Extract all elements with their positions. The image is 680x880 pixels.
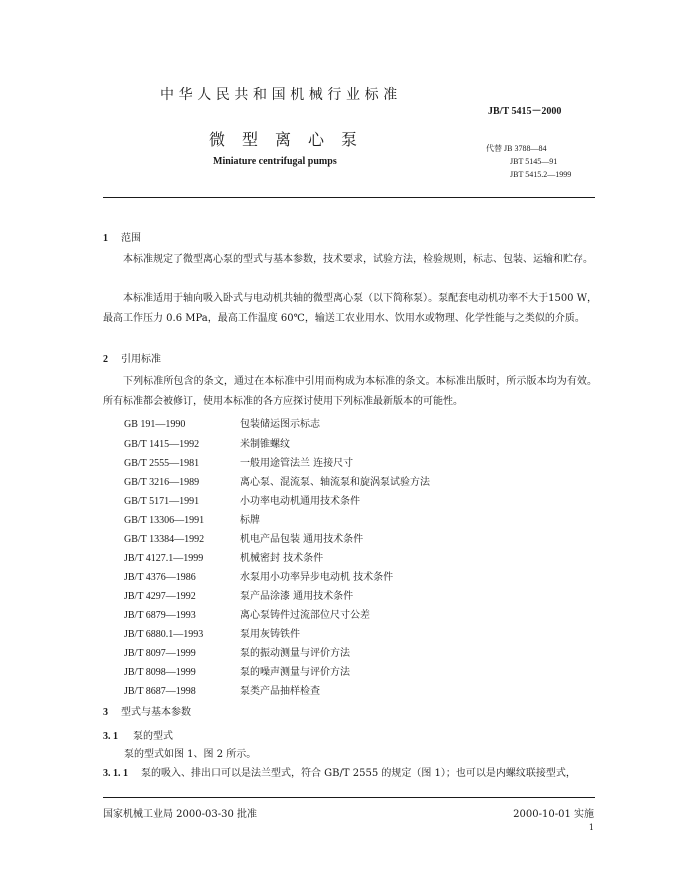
reference-code: JB/T 6880.1—1993: [124, 629, 204, 640]
replaces-label: 代替: [486, 144, 502, 153]
reference-name: 泵的噪声测量与评价方法: [240, 667, 350, 678]
section-3-heading: [103, 703, 191, 718]
standard-code: JB/T 5415－2000: [488, 106, 562, 117]
section-number: 2: [103, 354, 108, 365]
reference-name: 离心泵、混流泵、轴流泵和旋涡泵试验方法: [240, 477, 430, 488]
section-title: 泵的型式: [133, 731, 173, 742]
reference-code: JB/T 4376—1986: [124, 572, 196, 583]
reference-code: GB/T 1415—1992: [124, 439, 200, 450]
reference-item: [124, 435, 290, 450]
page-number: 1: [588, 823, 594, 832]
reference-name: 机电产品包装 通用技术条件: [240, 534, 364, 545]
reference-item: [124, 530, 363, 545]
section-3-1-1-text: [103, 764, 576, 779]
section-title: 型式与基本参数: [121, 707, 191, 718]
reference-code: JB/T 8098—1999: [124, 667, 196, 678]
reference-item: [124, 549, 323, 564]
replaces-item: JBT 5145—91: [510, 157, 558, 166]
reference-name: 米制锥螺纹: [240, 439, 290, 450]
reference-code: GB/T 13306—1991: [124, 515, 205, 526]
reference-name: 包装储运图示标志: [240, 419, 320, 430]
reference-item: [124, 644, 350, 659]
section-1-paragraph-1: 本标准规定了微型离心泵的型式与基本参数，技术要求，试验方法，检验规则，标志、包装、运输和贮存。: [123, 254, 593, 265]
section-number: 1: [103, 233, 108, 244]
section-text: 泵的吸入、排出口可以是法兰型式，符合 GB/T 2555 的规定（图 1）；也可以是内螺纹联接型式，: [141, 768, 576, 779]
reference-item: [124, 415, 320, 430]
reference-name: 小功率电动机通用技术条件: [240, 496, 360, 507]
section-number: 3. 1. 1: [103, 768, 128, 779]
reference-item: [124, 587, 353, 602]
reference-name: 一般用途管法兰 连接尺寸: [240, 458, 354, 469]
section-title: 引用标准: [121, 354, 161, 365]
reference-item: [124, 606, 370, 621]
reference-code: JB/T 4297—1992: [124, 591, 196, 602]
reference-name: 离心泵铸件过流部位尺寸公差: [240, 610, 370, 621]
reference-code: JB/T 4127.1—1999: [124, 553, 204, 564]
section-3-1-heading: [103, 727, 173, 742]
reference-name: 机械密封 技术条件: [240, 553, 324, 564]
reference-code: GB/T 3216—1989: [124, 477, 200, 488]
section-title: 范围: [121, 233, 141, 244]
section-2-paragraph-1: 下列标准所包含的条文，通过在本标准中引用而构成为本标准的条文。本标准出版时，所示版本均为有效。所有标准都会被修订，使用本标准的各方应探讨使用下列标准最新版本的可能性。: [103, 376, 597, 407]
reference-name: 泵类产品抽样检查: [240, 686, 320, 697]
reference-item: [124, 568, 393, 583]
section-1-heading: [103, 229, 141, 244]
replaces-block: [486, 142, 571, 181]
header-divider: [103, 197, 595, 198]
reference-name: 泵的振动测量与评价方法: [240, 648, 350, 659]
reference-name: 泵用灰铸铁件: [240, 629, 300, 640]
section-3-1-paragraph: 泵的型式如图 1、图 2 所示。: [124, 749, 257, 760]
reference-code: JB/T 8687—1998: [124, 686, 196, 697]
reference-item: [124, 473, 430, 488]
reference-code: GB/T 13384—1992: [124, 534, 205, 545]
section-2-heading: [103, 350, 161, 365]
section-number: 3. 1: [103, 731, 118, 742]
reference-name: 水泵用小功率异步电动机 技术条件: [240, 572, 394, 583]
reference-name: 标牌: [240, 515, 260, 526]
approval-info: 国家机械工业局 2000-03-30 批准: [103, 809, 258, 820]
reference-item: [124, 454, 353, 469]
implementation-info: 2000-10-01 实施: [513, 809, 594, 820]
document-title-cn: 微型离心泵: [209, 130, 375, 149]
footer-divider: [103, 797, 595, 798]
standard-category-title: 中华人民共和国机械行业标准: [160, 87, 402, 103]
reference-code: GB/T 2555—1981: [124, 458, 200, 469]
reference-item: [124, 682, 320, 697]
reference-code: JB/T 6879—1993: [124, 610, 196, 621]
reference-name: 泵产品涂漆 通用技术条件: [240, 591, 354, 602]
reference-code: GB/T 5171—1991: [124, 496, 200, 507]
replaces-item: JBT 5415.2—1999: [510, 170, 572, 179]
section-1-paragraph-2: 本标准适用于轴向吸入卧式与电动机共轴的微型离心泵（以下简称泵）。泵配套电动机功率不大于1500 W，最高工作压力 0.6 MPa，最高工作温度 60℃，输送工农业用水、饮用水或物理、化学性能与之类似的介质。: [103, 293, 597, 324]
replaces-item: JB 3788—84: [504, 144, 547, 153]
reference-code: JB/T 8097—1999: [124, 648, 196, 659]
reference-item: [124, 625, 300, 640]
reference-item: [124, 492, 360, 507]
reference-item: [124, 511, 260, 526]
reference-item: [124, 663, 350, 678]
document-title-en: Miniature centrifugal pumps: [213, 156, 337, 167]
reference-code: GB 191—1990: [124, 419, 186, 430]
section-number: 3: [103, 707, 108, 718]
